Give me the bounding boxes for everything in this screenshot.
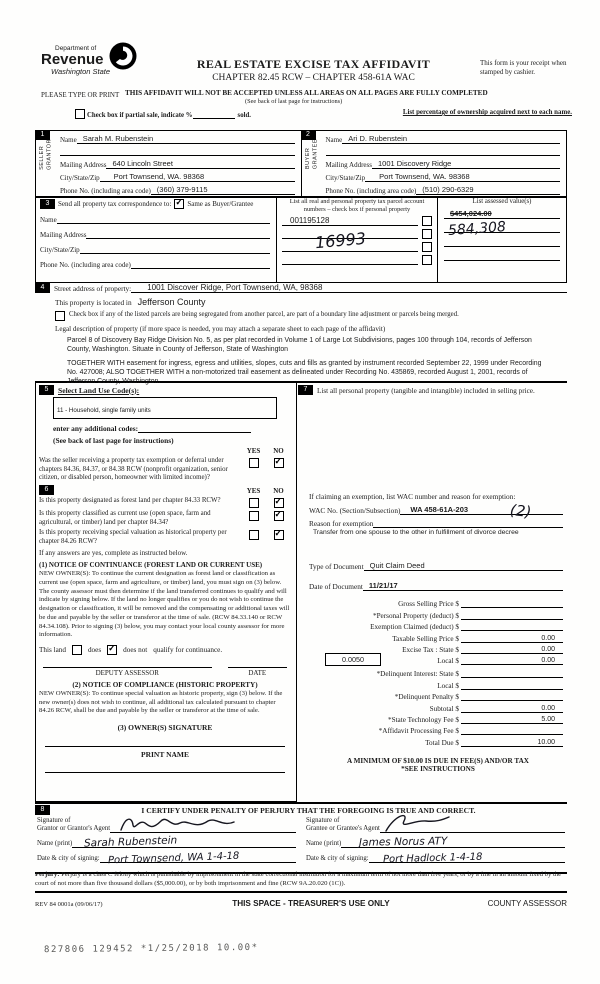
street-address-label: Street address of property: <box>54 284 132 293</box>
grantor-signature-field <box>110 823 296 833</box>
grantor-signature-scribble <box>118 814 238 834</box>
forest-no-checkbox <box>274 498 284 508</box>
seller-phone-label: Phone No. (including area code) <box>60 187 151 195</box>
reason-label: Reason for exemption <box>309 519 374 529</box>
wac-handwritten: (2) <box>509 501 533 522</box>
see-instructions-note: *SEE INSTRUCTIONS <box>401 764 475 773</box>
fee-line <box>461 692 563 701</box>
seller-side-label: SELLER GRANTOR <box>39 139 53 170</box>
buyer-mailing-value: 1001 Discovery Ridge <box>377 159 452 168</box>
see-back-note: (See back of last page for instructions) <box>245 98 343 105</box>
property-section <box>35 282 567 383</box>
street-address-value: 1001 Discover Ridge, Port Townsend, WA, 98368 <box>147 283 323 292</box>
parcel-personal-checkbox-1 <box>422 216 432 226</box>
assessed-field-3 <box>444 237 560 247</box>
fee-line: 5.00 <box>461 715 563 724</box>
segregated-checkbox <box>55 311 65 321</box>
send-correspondence-label: Send all property tax correspondence to: <box>58 200 172 208</box>
grantee-signature-scribble <box>382 812 452 834</box>
this-land-label: This land <box>39 646 66 654</box>
buyer-phone-field <box>416 185 560 195</box>
section-4-marker: 4 <box>35 283 50 293</box>
owners-signature-label: (3) OWNER(S) SIGNATURE <box>117 723 213 733</box>
seller-name-field <box>77 134 295 144</box>
fee-row-penalty: *Delinquent Penalty $ <box>309 692 563 701</box>
perjury-notice <box>35 871 567 893</box>
if-yes-note: If any answers are yes, complete as instructed below. <box>39 549 188 558</box>
fee-line <box>461 681 563 690</box>
buyer-box <box>302 131 567 197</box>
corr-mailing-field <box>86 229 270 239</box>
grantee-name-print-value: James Norus ATY <box>359 835 448 849</box>
parcel-handwritten-value: 16993 <box>314 228 367 253</box>
notice1-title: (1) NOTICE OF CONTINUANCE (FOREST LAND OR CURRENT USE) <box>39 561 263 570</box>
wac-field <box>400 501 563 522</box>
print-name-field <box>45 759 285 773</box>
sold-label: sold. <box>237 112 251 119</box>
fee-line <box>461 726 563 735</box>
ownership-note: List percentage of ownership acquired next to each name. <box>402 109 572 116</box>
fee-row-excise-state: Excise Tax : State $ 0.00 <box>309 645 563 654</box>
doc-type-field <box>364 561 563 571</box>
revenue-logo <box>41 45 138 76</box>
fee-row-personal: *Personal Property (deduct) $ <box>309 611 563 620</box>
county-assessor-label: COUNTY ASSESSOR <box>487 899 567 908</box>
seller-mailing-label: Mailing Address <box>60 161 107 169</box>
form-header <box>35 45 572 131</box>
buyer-phone-value: (510) 290-6329 <box>422 185 474 194</box>
parcel-personal-checkbox-4 <box>422 255 432 265</box>
does-not-label: does not <box>123 646 148 654</box>
grantor-signing-block <box>37 815 296 867</box>
seller-name2-field <box>60 146 295 156</box>
corr-name-label: Name <box>40 216 57 224</box>
doc-type-value: Quit Claim Deed <box>369 561 425 571</box>
grantor-name-print-label: Name (print) <box>37 840 73 848</box>
correspondence-box <box>36 197 276 282</box>
reason-value: Transfer from one spouse to the other in fulfillment of divorce decree <box>313 529 519 537</box>
grantee-name-print-label: Name (print) <box>306 840 342 848</box>
date-line: DATE <box>228 667 287 677</box>
located-in-label: This property is located in <box>55 298 132 307</box>
grantor-name-print-field <box>72 834 296 850</box>
buyer-name-value: Ari D. Rubenstein <box>348 134 407 143</box>
doc-date-field <box>363 581 563 591</box>
section-8-marker: 8 <box>35 805 50 815</box>
does-label: does <box>87 646 102 654</box>
grantor-date-city-field <box>100 850 296 867</box>
corr-name-field <box>57 214 270 224</box>
fee-row-taxable: Taxable Selling Price $ 0.00 <box>309 634 563 643</box>
legal-paragraph-1: Parcel 8 of Discovery Bay Ridge Division No. 5, as per plat recorded in Volume 1 of Large Lot Subdivisions, pages 100 through 104, records of Jefferson County, Washington. Situate in County of Jefferson, State of Washington <box>67 337 532 353</box>
fee-line <box>461 611 563 620</box>
partial-sale-percent-field <box>193 110 235 119</box>
buyer-name2-field <box>326 146 561 156</box>
logo-dept-text: Department of <box>55 45 97 52</box>
buyer-mailing-field <box>372 159 560 169</box>
seller-city-label: City/State/Zip <box>60 174 100 182</box>
buyer-city-value: Port Townsend, WA. 98368 <box>379 172 470 181</box>
additional-codes-field <box>138 423 251 433</box>
buyer-name-field <box>342 134 560 144</box>
assessed-struck-value: $454,024.00 <box>450 209 492 218</box>
corr-phone-label: Phone No. (including area code) <box>40 261 131 269</box>
fee-row-tech-fee: *State Technology Fee $ 5.00 <box>309 715 563 724</box>
buyer-phone-label: Phone No. (including area code) <box>325 187 417 195</box>
grantee-date-city-label: Date & city of signing: <box>306 855 369 863</box>
sec5-yes-header: YES <box>246 447 261 455</box>
land-use-title: Select Land Use Code(s): <box>58 385 140 395</box>
section-3-marker: 3 <box>40 199 55 209</box>
minimum-due-note: A MINIMUM OF $10.00 IS DUE IN FEE(S) AND/OR TAX <box>347 756 529 765</box>
seller-box <box>36 131 302 197</box>
print-name-label: PRINT NAME <box>141 750 189 760</box>
personal-property-column <box>297 381 567 802</box>
perjury-label: Perjury: <box>35 871 60 878</box>
doc-date-label: Date of Document <box>309 582 363 592</box>
footer-row <box>35 899 567 908</box>
fee-line <box>461 599 563 608</box>
grantee-sig-label: Signature of Grantee or Grantee's Agent <box>306 817 380 833</box>
please-type-note: PLEASE TYPE OR PRINT <box>41 91 120 99</box>
grantor-name-print-value: Sarah Rubenstein <box>84 834 178 850</box>
seller-phone-value: (360) 379-9115 <box>156 185 208 194</box>
grantee-signing-block <box>306 815 565 866</box>
parcel-field-1 <box>282 216 418 226</box>
parcel-value-1: 001195128 <box>290 216 330 226</box>
sec6-yes-header: YES <box>246 486 261 495</box>
exemption-yes-checkbox <box>249 458 259 468</box>
grantee-name-print-field <box>341 835 565 849</box>
seller-city-field <box>100 172 295 182</box>
assessed-field-4 <box>444 251 560 261</box>
street-address-field <box>131 283 567 293</box>
parcel-field-4 <box>282 255 418 265</box>
fee-line <box>461 669 563 678</box>
notice2-title: (2) NOTICE OF COMPLIANCE (HISTORIC PROPERTY) <box>72 681 258 689</box>
buyer-city-field <box>365 172 560 182</box>
fee-line <box>461 622 563 631</box>
land-use-see-back: (See back of last page for instructions) <box>53 436 174 445</box>
notice1-body: NEW OWNER(S): To continue the current designation as forest land or classification as current use (open space, farm and agriculture, or timber) land, you must sign on (3) below. The county assessor must then determine if the land transferred continues to qualify and will indicate by signing below. If the land no longer qualifies or you do not wish to continue the designation or classification, it will be removed and the compensating or additional taxes will be due and payable by the seller or transferor at the time of sale. (RCW 84.33.140 or RCW 84.34.108). Prior to signing (3) below, you may contact your local county assessor for more information. <box>39 570 290 639</box>
owners-signature-field <box>45 732 285 747</box>
partial-sale-label: Check box if partial sale, indicate % <box>87 112 193 119</box>
current-use-yes-checkbox <box>249 511 259 521</box>
fee-row-delinquent-state: *Delinquent Interest: State $ <box>309 669 563 678</box>
fee-row-exemption: Exemption Claimed (deduct) $ <box>309 622 563 631</box>
legal-paragraph-2: TOGETHER WITH easement for ingress, egress and utilities, slopes, cuts and fills as granted by instrument recorded September 22, 1999 under Recording No. 427008; ALSO TOGETHER WITH a non-motorized trail easement as delineated under Recording No. 435869, recorded August 1, 2001, records of Jefferson County, Washington. <box>67 359 542 385</box>
section-2-marker: 2 <box>301 130 316 140</box>
historic-no-checkbox <box>274 530 284 540</box>
reason-field <box>373 518 563 528</box>
wac-label: WAC No. (Section/Subsection) <box>309 506 401 516</box>
doc-type-label: Type of Document <box>309 562 364 572</box>
fee-line: 0.00 <box>461 656 563 665</box>
seller-phone-field <box>151 185 295 195</box>
corr-mailing-label: Mailing Address <box>40 231 87 239</box>
form-title: REAL ESTATE EXCISE TAX AFFIDAVIT <box>196 57 431 71</box>
seller-mailing-value: 640 Lincoln Street <box>112 159 173 168</box>
forest-question: Is this property designated as forest land per chapter 84.33 RCW? <box>39 496 221 504</box>
buyer-name-label: Name <box>325 136 343 144</box>
legal-description-label: Legal description of property (if more space is needed, you may attach a separate sheet to each page of the affidavit) <box>55 325 386 333</box>
parcel-personal-checkbox-2 <box>422 229 432 239</box>
segregated-label: Check box if any of the listed parcels are being segregated from another parcel, are part of a boundary line adjustment or parcels being merged. <box>69 311 459 318</box>
parcel-personal-checkbox-3 <box>422 242 432 252</box>
correspondence-section <box>35 196 567 283</box>
land-does-checkbox <box>72 645 82 655</box>
corr-city-field <box>80 244 270 254</box>
section-1-marker: 1 <box>35 130 50 140</box>
exemption-question: Was the seller receiving a property tax exemption or deferral under chapters 84.36, 84.37, or 84.38 RCW (nonprofit organization, senior citizen, or disabled person, homeowner with limited income)? <box>39 457 228 482</box>
land-use-code-box <box>53 397 277 419</box>
fee-row-delinquent-local: Local $ <box>309 681 563 690</box>
fee-row-local: 0.0050 Local $ 0.00 <box>309 656 563 665</box>
land-does-not-checkbox <box>107 645 117 655</box>
historic-yes-checkbox <box>249 530 259 540</box>
logo-state-text: Washington State <box>51 67 111 76</box>
grantee-date-city-value: Port Hadlock 1-4-18 <box>382 851 483 866</box>
receipt-note: This form is your receipt when stamped by cashier. <box>480 59 567 77</box>
parcel-numbers-box <box>276 197 437 282</box>
sec6-no-header: NO <box>273 486 284 495</box>
section-6-marker: 6 <box>39 485 54 495</box>
notice2-body: NEW OWNER(S): To continue special valuation as historic property, sign (3) below. If the new owner(s) does not wish to continue, all additional tax calculated pursuant to chapter 84.26 RCW, shall be due and payable by the seller or transferor at the time of sale. <box>39 690 283 715</box>
fee-row-total-due: Total Due $ 10.00 <box>309 738 563 747</box>
assessed-header: List assessed value(s) <box>472 198 532 205</box>
treasurer-space-label: THIS SPACE - TREASURER'S USE ONLY <box>232 899 390 908</box>
seller-name-label: Name <box>60 136 77 144</box>
doc-date-value: 11/21/17 <box>368 581 398 591</box>
seller-name-value: Sarah M. Rubenstein <box>82 134 154 143</box>
seller-city-value: Port Townsend, WA. 98368 <box>113 172 205 181</box>
form-subtitle: CHAPTER 82.45 RCW – CHAPTER 458-61A WAC <box>212 73 415 83</box>
fee-line: 0.00 <box>461 704 563 713</box>
grantor-sig-label: Signature of Grantor or Grantor's Agent <box>37 817 111 833</box>
revenue-swoosh-icon <box>108 41 138 71</box>
parcel-header: List all real and personal property tax parcel account numbers – check box if personal property <box>289 198 425 213</box>
assessed-field-1 <box>444 209 560 219</box>
wac-value: WA 458-61A-203 <box>410 505 469 515</box>
buyer-mailing-label: Mailing Address <box>325 161 372 169</box>
fee-row-gross: Gross Selling Price $ <box>309 599 563 608</box>
corr-phone-field <box>131 259 270 269</box>
current-use-question: Is this property classified as current use (open space, farm and agricultural, or timber) land per chapter 84.34? <box>39 509 211 526</box>
grantor-date-city-value: Port Townsend, WA 1-4-18 <box>107 850 240 867</box>
corr-city-label: City/State/Zip <box>40 246 80 254</box>
buyer-city-label: City/State/Zip <box>325 174 366 182</box>
buyer-side-label: BUYER GRANTEE <box>304 139 319 170</box>
fee-line: 0.00 <box>461 634 563 643</box>
certification-section <box>35 802 567 874</box>
certify-statement: I CERTIFY UNDER PENALTY OF PERJURY THAT THE FOREGOING IS TRUE AND CORRECT. <box>141 805 476 815</box>
cashier-receipt-stamp: 827806 129452 *1/25/2018 10.00* <box>43 942 259 956</box>
exemption-no-checkbox <box>274 458 284 468</box>
assessed-handwritten-value: 584,308 <box>447 218 507 240</box>
same-as-buyer-checkbox <box>174 199 184 209</box>
exemption-instruction: If claiming an exemption, list WAC number and reason for exemption: <box>309 492 516 502</box>
deputy-assessor-line: DEPUTY ASSESSOR <box>43 667 212 677</box>
section-5-marker: 5 <box>39 385 54 395</box>
grantor-date-city-label: Date & city of signing: <box>37 855 100 863</box>
land-use-code-value: 11 - Household, single family units <box>57 407 151 414</box>
fee-table <box>309 599 563 746</box>
section-7-marker: 7 <box>298 385 313 395</box>
parties-section <box>35 130 567 198</box>
grantee-date-city-field <box>369 851 565 866</box>
partial-sale-checkbox <box>75 109 85 119</box>
sec5-no-header: NO <box>273 447 284 455</box>
assessed-values-box <box>437 197 566 282</box>
fee-row-processing-fee: *Affidavit Processing Fee $ <box>309 726 563 735</box>
current-use-no-checkbox <box>274 511 284 521</box>
seller-mailing-field <box>106 159 294 169</box>
local-rate-box: 0.0050 <box>325 653 381 666</box>
land-use-column <box>35 381 297 802</box>
grantee-signature-field <box>380 823 565 833</box>
fee-line: 0.00 <box>461 645 563 654</box>
fee-line: 10.00 <box>461 738 563 747</box>
form-revision-number: REV 84 0001a (09/06/17) <box>35 901 103 908</box>
qualify-label: qualify for continuance. <box>153 646 223 654</box>
same-as-buyer-label: Same as Buyer/Grantee <box>187 200 254 208</box>
historic-question: Is this property receiving special valuation as historical property per chapter 84.26 RCW? <box>39 529 227 545</box>
logo-revenue-text: Revenue <box>41 51 104 68</box>
additional-codes-label: enter any additional codes: <box>53 424 139 433</box>
personal-property-intro: List all personal property (tangible and intangible) included in selling price. <box>317 387 535 395</box>
warning-note: THIS AFFIDAVIT WILL NOT BE ACCEPTED UNLESS ALL AREAS ON ALL PAGES ARE FULLY COMPLETED <box>125 89 488 97</box>
fee-row-subtotal: Subtotal $ 0.00 <box>309 704 563 713</box>
perjury-body: Perjury is a class C felony which is punishable by imprisonment in the state correctional institution for a maximum term of not more than five years, or by a fine in an amount fixed by the court of not more than five thousand dollars ($5,000.00), or by both imprisonment and fine (RCW 9A.20.020 (1C)). <box>35 871 562 887</box>
forest-yes-checkbox <box>249 498 259 508</box>
located-in-value: Jefferson County <box>137 297 206 307</box>
